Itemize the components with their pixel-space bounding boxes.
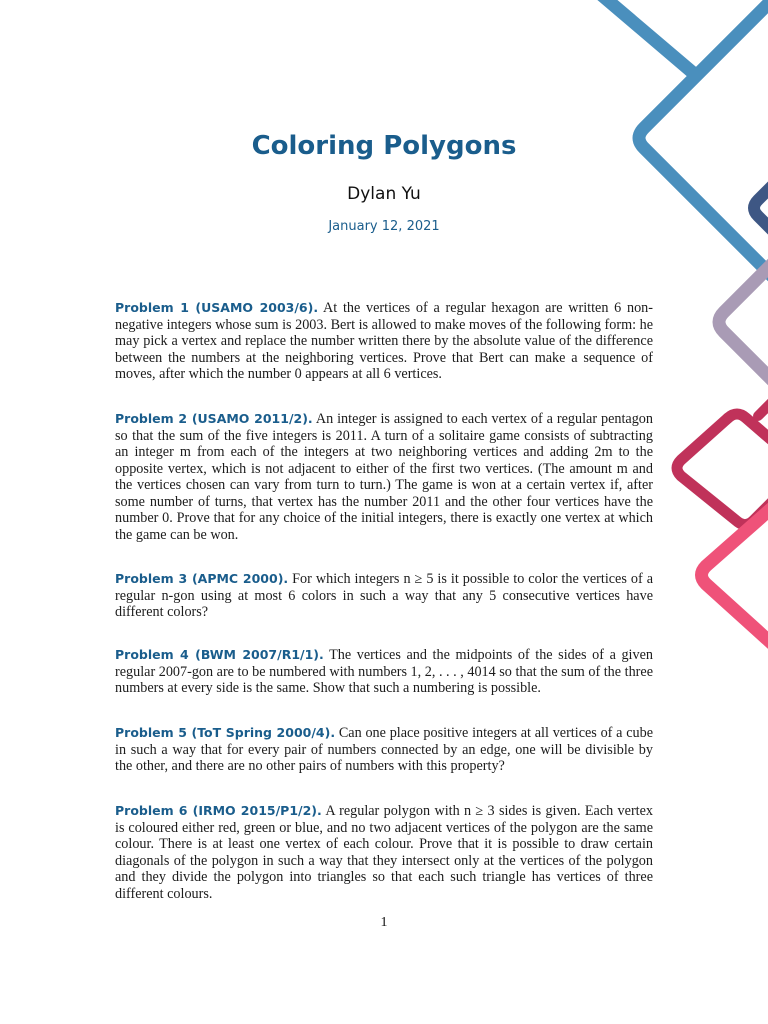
author-name: Dylan Yu [347,184,421,204]
problem-label: Problem 5 (ToT Spring 2000/4). [115,725,336,740]
problem-label: Problem 2 (USAMO 2011/2). [115,411,313,426]
problem-label: Problem 1 (USAMO 2003/6). [115,300,319,315]
problem-text: Can one place positive integers at all vertices of a cube in such a way that for every pair of numbers connected by an edge, one will be divisible by the other, and there are no other pairs of numbers with this property? [115,725,653,774]
crimson-diamond-outline [758,384,768,416]
lavender-diamond-outline [719,246,768,398]
problem-text: A regular polygon with n ≥ 3 sides is given. Each vertex is coloured either red, green or blue, and no two adjacent vertices of the polygon are the same colour. There is at least one vertex of each colour. Prove that it is possible to draw certain diagonals of the polygon in such a way that they intersect only at the vertices of the polygon and they divide the polygon into triangles so that each such triangle has vertices of three different colours. [115,803,653,902]
problem-6 [115,803,653,902]
problem-1 [115,300,653,383]
problem-2 [115,411,653,543]
problem-label: Problem 4 (BWM 2007/R1/1). [115,647,324,662]
problem-label: Problem 6 (IRMO 2015/P1/2). [115,803,322,818]
blue-diamond-outline [598,0,692,72]
problem-5 [115,725,653,775]
document-title: Coloring Polygons [251,131,517,161]
problem-text: The vertices and the midpoints of the sides of a given regular 2007-gon are to be numbered with numbers 1, 2, . . . , 4014 so that the sum of the three numbers at every side is the same. Show that such a numbering is possible. [115,647,653,696]
document-date: January 12, 2021 [328,219,440,234]
navy-diamond-outline [754,168,768,248]
problem-3 [115,571,653,621]
crimson-diamond-outline [677,418,768,525]
crimson-diamond-outline [728,414,768,456]
problem-label: Problem 3 (APMC 2000). [115,571,289,586]
problem-text: For which integers n ≥ 5 is it possible to color the vertices of a regular n-gon using at most 6 colors in such a way that any 5 consecutive vertices have different colors? [115,571,653,620]
problem-text: At the vertices of a regular hexagon are written 6 non-negative integers whose sum is 2003. Bert is allowed to make moves of the following form: he may pick a vertex and replace the number written there by the absolute value of the difference between the numbers at the neighboring vertices. Prove that Bert can make a sequence of moves, after which the number 0 appears at all 6 vertices. [115,300,653,382]
problem-text: An integer is assigned to each vertex of a regular pentagon so that the sum of the five integers is 2011. A turn of a solitaire game consists of subtracting an integer m from each of the integers at two neighboring vertices and adding 2m to the opposite vertex, which is not adjacent to either of the first two vertices. (The amount m and the vertices chosen can vary from turn to turn.) The game is won at a certain vertex if, after some number of turns, that vertex has the number 2011 and the other four vertices have the number 0. Prove that for any choice of the initial integers, there is exactly one vertex at which the game can be won. [115,411,653,543]
page-number: 1 [380,915,388,930]
problem-4 [115,647,653,697]
